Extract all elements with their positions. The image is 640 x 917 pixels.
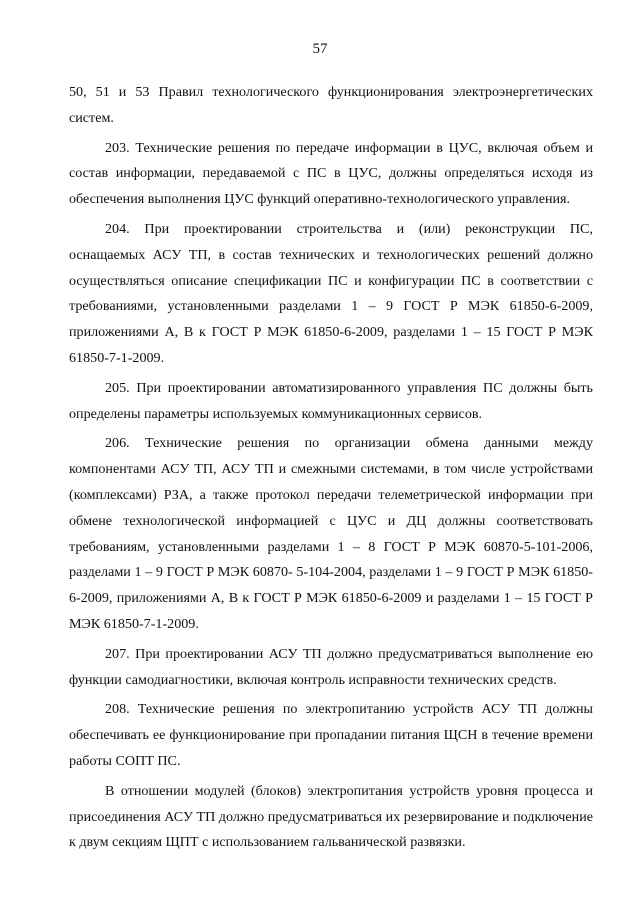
document-body xyxy=(69,80,593,856)
paragraph-203: 203. Технические решения по передаче информации в ЦУС, включая объем и состав информации, передаваемой с ПС в ЦУС, должны определяться исходя из обеспечения выполнения ЦУС функций оперативно-технологического управления. xyxy=(69,139,593,208)
paragraph-208: 208. Технические решения по электропитанию устройств АСУ ТП должны обеспечивать ее функционирование при пропадании питания ЩСН в течение времени работы СОПТ ПС. xyxy=(69,701,593,769)
paragraph-204: 204. При проектировании строительства и (или) реконструкции ПС, оснащаемых АСУ ТП, в состав технических и технологических решений должно осуществляться описание спецификации ПС и конфигурации ПС в соответствии с требованиями, установленными разделами 1 – 9 ГОСТ Р МЭК 61850-6-2009, приложениями А, В к ГОСТ Р МЭК 61850-6-2009, разделами 1 – 15 ГОСТ Р МЭК 61850-7-1-2009. xyxy=(69,220,593,366)
paragraph-power-modules: В отношении модулей (блоков) электропитания устройств уровня процесса и присоединения АСУ ТП должно предусматриваться их резервирование и подключение к двум секциям ЩПТ с использованием гальванической развязки. xyxy=(69,782,593,851)
paragraph-207: 207. При проектировании АСУ ТП должно предусматриваться выполнение ею функции самодиагностики, включая контроль исправности технических средств. xyxy=(69,645,593,688)
paragraph-206: 206. Технические решения по организации обмена данными между компонентами АСУ ТП, АСУ ТП и смежными системами, в том числе устройствами (комплексами) РЗА, а также протокол передачи телеметрической информации при обмене технологической информацией с ЦУС и ДЦ должны соответствовать требованиям, установленными разделами 1 – 8 ГОСТ Р МЭК 60870-5-101-2006, разделами 1 – 9 ГОСТ Р МЭК 60870- 5-104-2004, разделами 1 – 9 ГОСТ Р МЭК 61850-6-2009, приложениями А, В к ГОСТ Р МЭК 61850-6-2009 и разделами 1 – 15 ГОСТ Р МЭК 61850-7-1-2009. xyxy=(69,435,593,632)
paragraph-continuation: 50, 51 и 53 Правил технологического функционирования электроэнергетических систем. xyxy=(69,84,593,126)
paragraph-205: 205. При проектировании автоматизированного управления ПС должны быть определены параметры используемых коммуникационных сервисов. xyxy=(69,379,593,422)
page-number: 57 xyxy=(312,41,328,57)
